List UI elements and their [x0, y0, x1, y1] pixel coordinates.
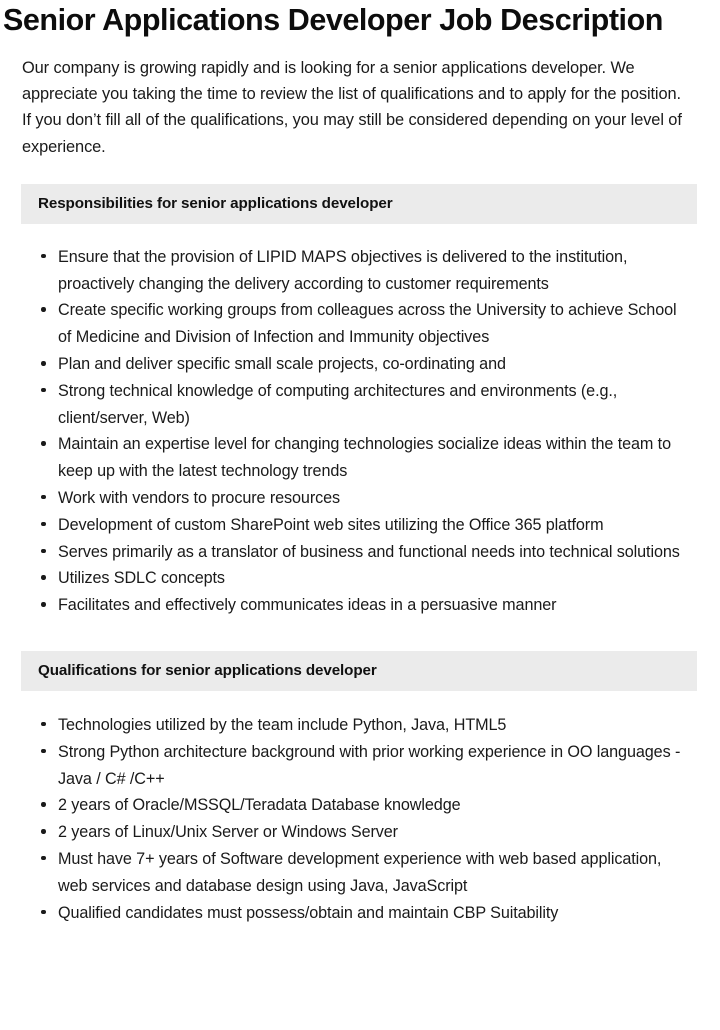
bullet-dot-icon	[41, 749, 46, 754]
bullet-dot-icon	[41, 910, 46, 915]
list-item-text: 2 years of Oracle/MSSQL/Teradata Database knowledge	[58, 796, 461, 815]
list-item-text: Ensure that the provision of LIPID MAPS objectives is delivered to the institution, proactively changing the delivery according to customer requirements	[58, 247, 628, 293]
list-item	[0, 431, 720, 485]
list-item-text: Work with vendors to procure resources	[58, 488, 340, 507]
list-item-text: Utilizes SDLC concepts	[58, 569, 225, 588]
section-heading-label: Responsibilities for senior applications developer	[38, 195, 393, 213]
bullet-dot-icon	[41, 549, 46, 554]
bullet-dot-icon	[41, 307, 46, 312]
bullet-dot-icon	[41, 361, 46, 366]
list-item	[0, 378, 720, 432]
bullet-dot-icon	[41, 441, 46, 446]
list-item-text: Strong technical knowledge of computing architectures and environments (e.g., client/server, Web)	[58, 381, 618, 427]
list-item-text: 2 years of Linux/Unix Server or Windows Server	[58, 823, 398, 842]
list-item	[0, 244, 720, 298]
section-heading-label: Qualifications for senior applications developer	[38, 662, 377, 680]
bullet-dot-icon	[41, 575, 46, 580]
list-item	[0, 792, 720, 819]
bullet-dot-icon	[41, 495, 46, 500]
list-item-text: Maintain an expertise level for changing technologies socialize ideas within the team to keep up with the latest technology trends	[58, 435, 671, 481]
section-header-qualifications	[21, 651, 697, 691]
list-item	[0, 900, 720, 927]
list-item-text: Serves primarily as a translator of business and functional needs into technical solutions	[58, 542, 680, 561]
list-item	[0, 512, 720, 539]
responsibilities-list	[0, 244, 720, 619]
list-item	[0, 819, 720, 846]
list-item	[0, 351, 720, 378]
list-item	[0, 565, 720, 592]
list-item-text: Strong Python architecture background with prior working experience in OO languages - Java / C# /C++	[58, 742, 681, 788]
bullet-dot-icon	[41, 522, 46, 527]
section-responsibilities	[0, 184, 720, 619]
list-item	[0, 297, 720, 351]
bullet-dot-icon	[41, 856, 46, 861]
list-item-text: Technologies utilized by the team include Python, Java, HTML5	[58, 715, 507, 734]
bullet-dot-icon	[41, 602, 46, 607]
bullet-dot-icon	[41, 802, 46, 807]
qualifications-list	[0, 712, 720, 926]
list-item-text: Create specific working groups from colleagues across the University to achieve School of Medicine and Division of Infection and Immunity objectives	[58, 301, 677, 347]
list-item	[0, 539, 720, 566]
list-item-text: Qualified candidates must possess/obtain and maintain CBP Suitability	[58, 903, 559, 922]
intro-paragraph: Our company is growing rapidly and is looking for a senior applications developer. We appreciate you taking the time to review the list of qualifications and to apply for the position. If you don’t fill all of the qualifications, you may still be considered depending on your level of experience.	[22, 59, 682, 156]
section-qualifications	[0, 651, 720, 926]
list-item	[0, 485, 720, 512]
list-item	[0, 712, 720, 739]
list-item	[0, 846, 720, 900]
page-title: Senior Applications Developer Job Description	[3, 3, 663, 37]
bullet-dot-icon	[41, 829, 46, 834]
section-header-responsibilities	[21, 184, 697, 224]
list-item-text: Development of custom SharePoint web sites utilizing the Office 365 platform	[58, 515, 604, 534]
bullet-dot-icon	[41, 388, 46, 393]
list-item	[0, 592, 720, 619]
bullet-dot-icon	[41, 722, 46, 727]
bullet-dot-icon	[41, 254, 46, 259]
list-item-text: Must have 7+ years of Software development experience with web based application, web services and database design using Java, JavaScript	[58, 849, 662, 895]
list-item-text: Plan and deliver specific small scale projects, co-ordinating and	[58, 355, 506, 373]
list-item	[0, 739, 720, 793]
list-item-text: Facilitates and effectively communicates ideas in a persuasive manner	[58, 596, 557, 615]
